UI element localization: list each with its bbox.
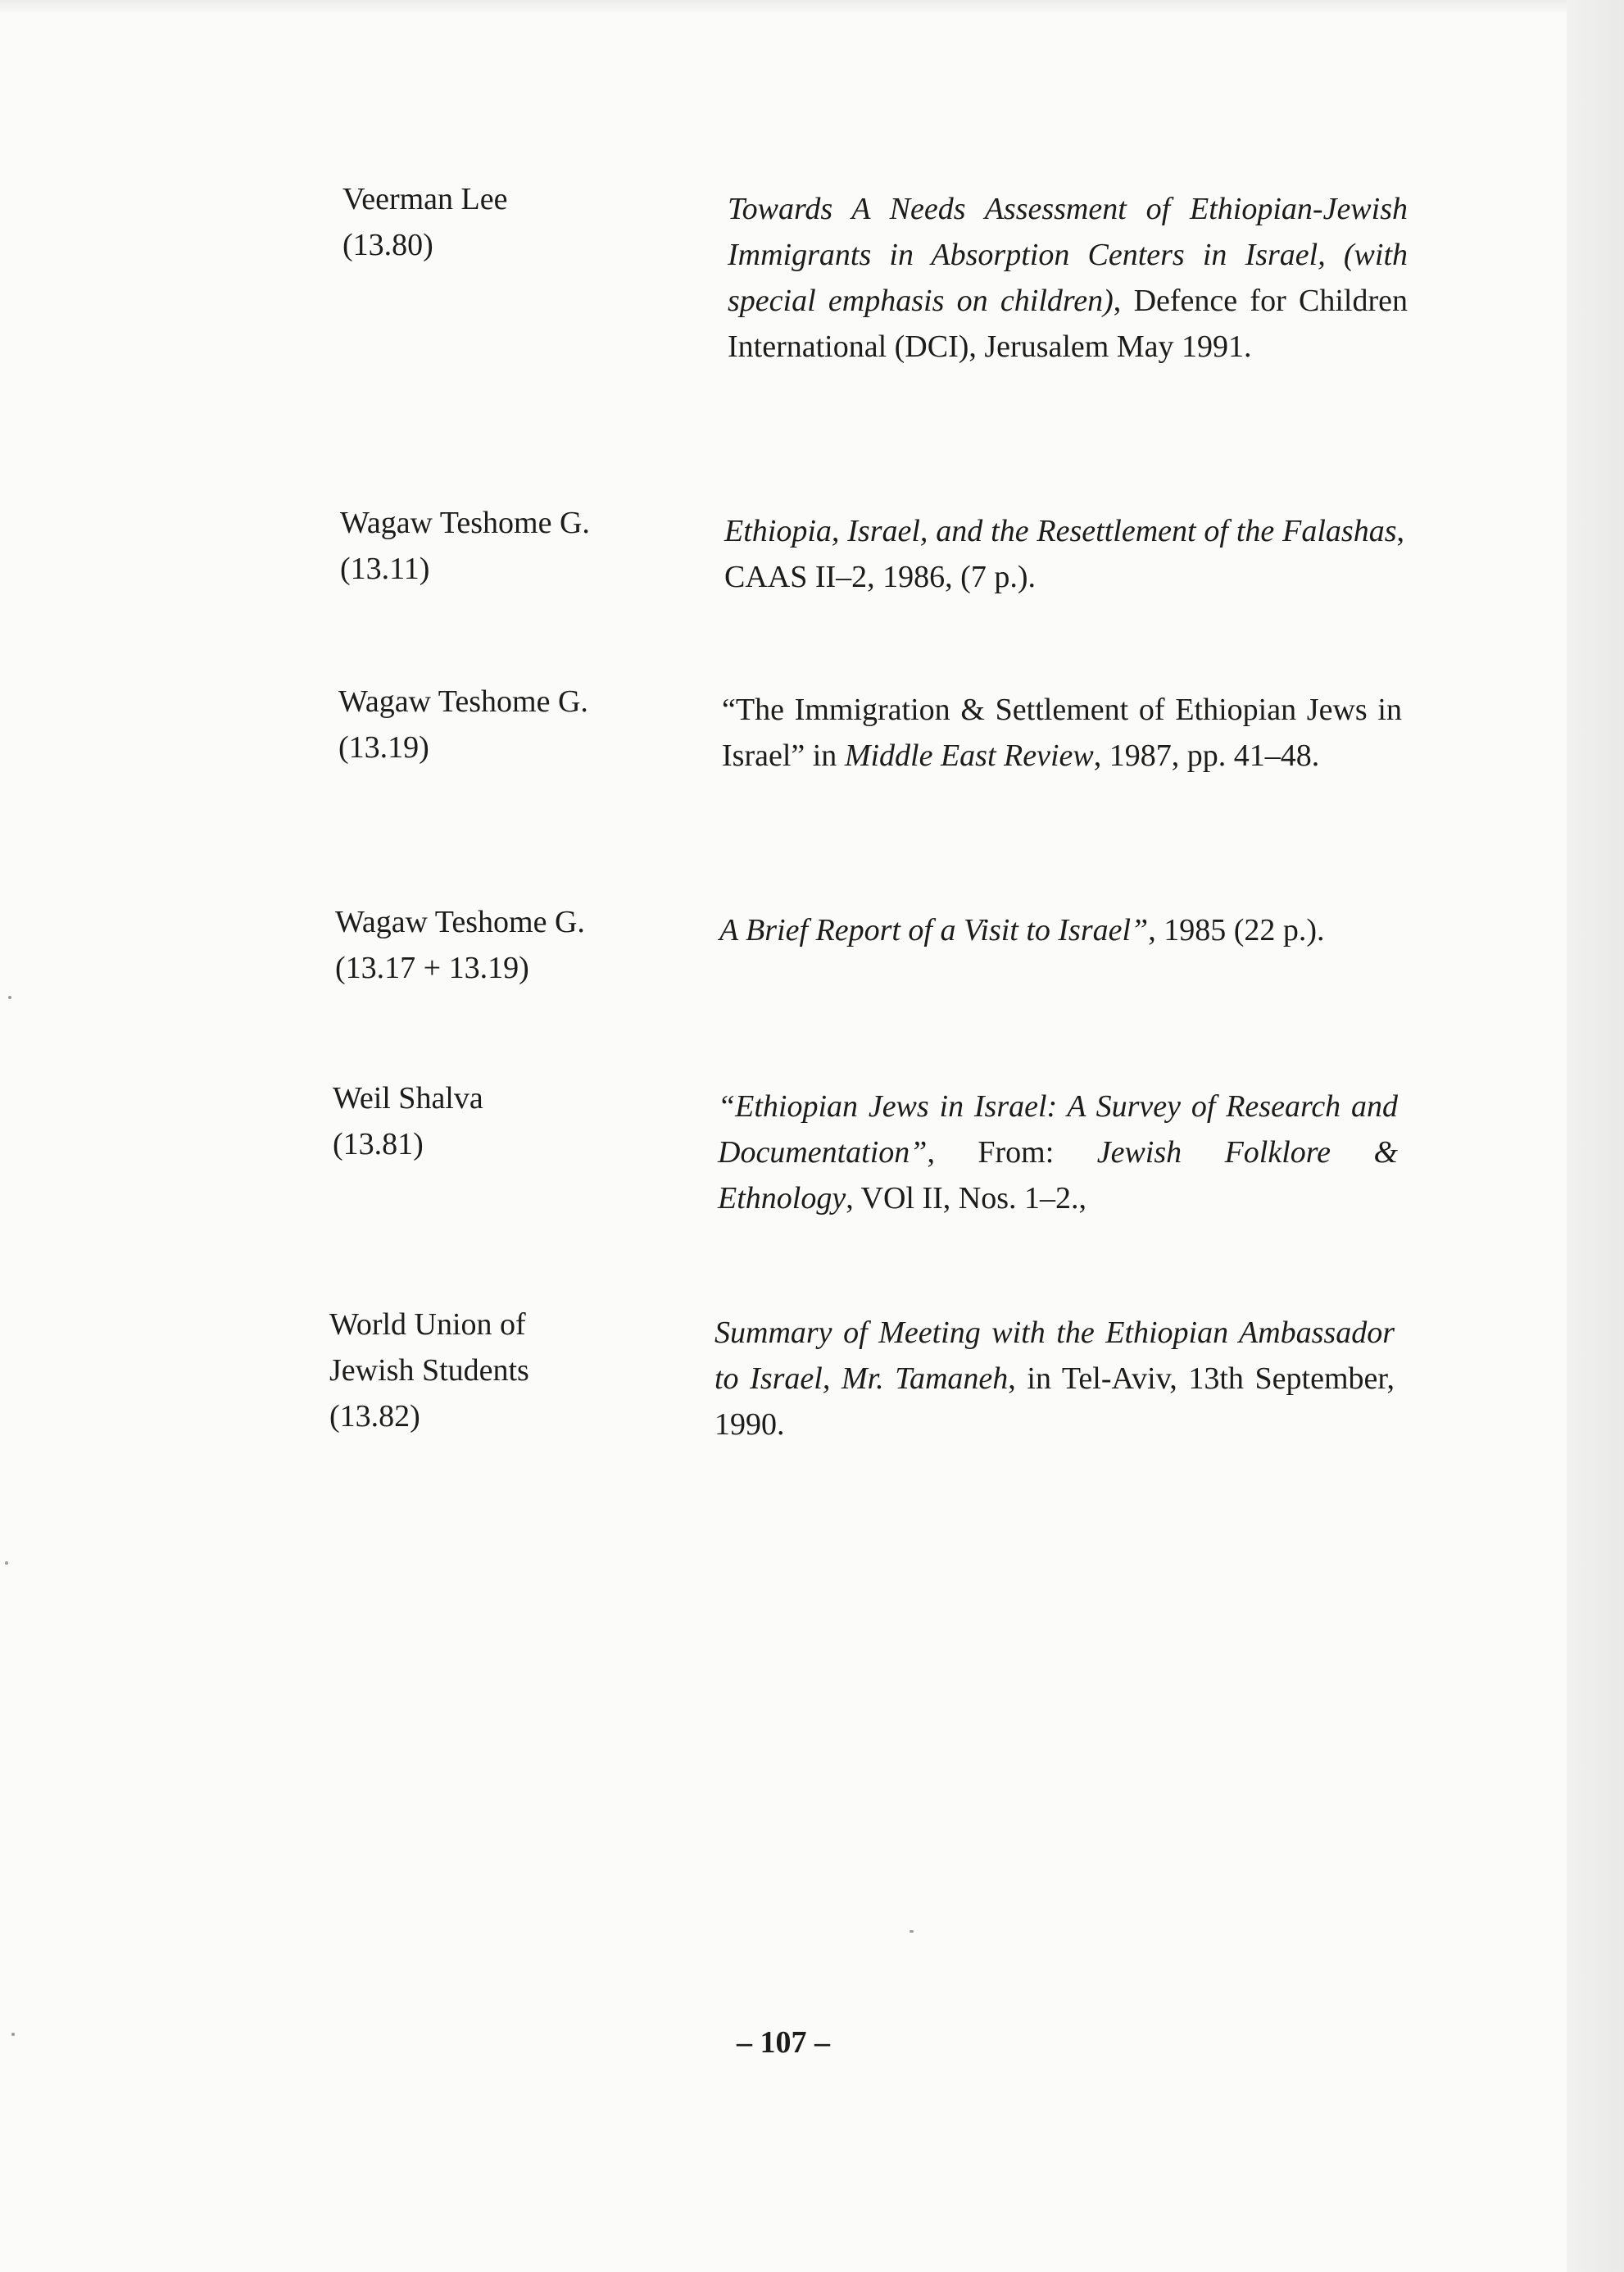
page-right-edge	[1567, 0, 1624, 2272]
citation-segment: , From:	[927, 1135, 1097, 1170]
entry-author	[335, 899, 585, 991]
citation-segment: , Defence for Children International (DCI), Jerusalem May 1991.	[728, 284, 1408, 364]
citation-segment: Summary of Meeting with the Ethiopian Ambassador to Israel, Mr. Tamaneh	[714, 1315, 1395, 1396]
entry-citation	[728, 186, 1408, 370]
citation-segment: “The Immigration & Settlement of Ethiopian Jews in Israel” in	[722, 693, 1402, 773]
author-line: Wagaw Teshome G.	[340, 506, 590, 540]
scan-speck	[5, 1561, 8, 1565]
author-line: Jewish Students	[329, 1353, 529, 1388]
author-line: (13.11)	[340, 552, 430, 586]
page-top-shadow	[0, 0, 1567, 15]
citation-segment: , CAAS II–2, 1986, (7 p.).	[724, 514, 1404, 594]
entry-author	[329, 1302, 529, 1439]
entry-author	[333, 1075, 483, 1167]
author-line: (13.80)	[342, 228, 433, 262]
entry-citation	[722, 687, 1402, 779]
citation-segment: Towards A Needs Assessment of Ethiopian-Jewish Immigrants in Absorption Centers in Israel, (with special emphasis on children)	[728, 192, 1408, 318]
author-line: (13.82)	[329, 1399, 420, 1434]
entry-citation	[719, 907, 1399, 953]
citation-segment: , in Tel-Aviv, 13th September, 1990.	[714, 1361, 1395, 1442]
entry-author	[342, 176, 508, 268]
citation-segment: Middle East Review	[844, 738, 1094, 773]
entry-citation	[718, 1084, 1398, 1221]
citation-segment: A Brief Report of a Visit to Israel”	[719, 913, 1149, 947]
author-line: (13.19)	[338, 730, 429, 765]
entry-citation	[714, 1310, 1395, 1447]
citation-segment: Jewish Folklore & Ethnology	[718, 1135, 1399, 1216]
citation-segment: , 1987, pp. 41–48.	[1093, 738, 1320, 773]
author-line: (13.17 + 13.19)	[335, 951, 529, 985]
scan-speck	[910, 1930, 914, 1933]
author-line: Veerman Lee	[342, 182, 508, 216]
entry-author	[338, 679, 588, 770]
scan-speck	[8, 996, 11, 999]
citation-segment: Ethiopia, Israel, and the Resettlement of the Falashas	[724, 514, 1397, 548]
author-line: Wagaw Teshome G.	[335, 905, 585, 939]
citation-segment: , 1985 (22 p.).	[1148, 913, 1325, 947]
entry-author	[340, 500, 590, 592]
page-number: – 107 –	[737, 2025, 830, 2060]
citation-segment: “Ethiopian Jews in Israel: A Survey of Research and Documentation”	[718, 1089, 1398, 1170]
author-line: (13.81)	[333, 1127, 424, 1161]
citation-segment: , VOl II, Nos. 1–2.,	[846, 1181, 1086, 1216]
entry-citation	[724, 508, 1404, 600]
author-line: Wagaw Teshome G.	[338, 684, 588, 719]
author-line: World Union of	[329, 1307, 526, 1342]
author-line: Weil Shalva	[333, 1081, 483, 1116]
